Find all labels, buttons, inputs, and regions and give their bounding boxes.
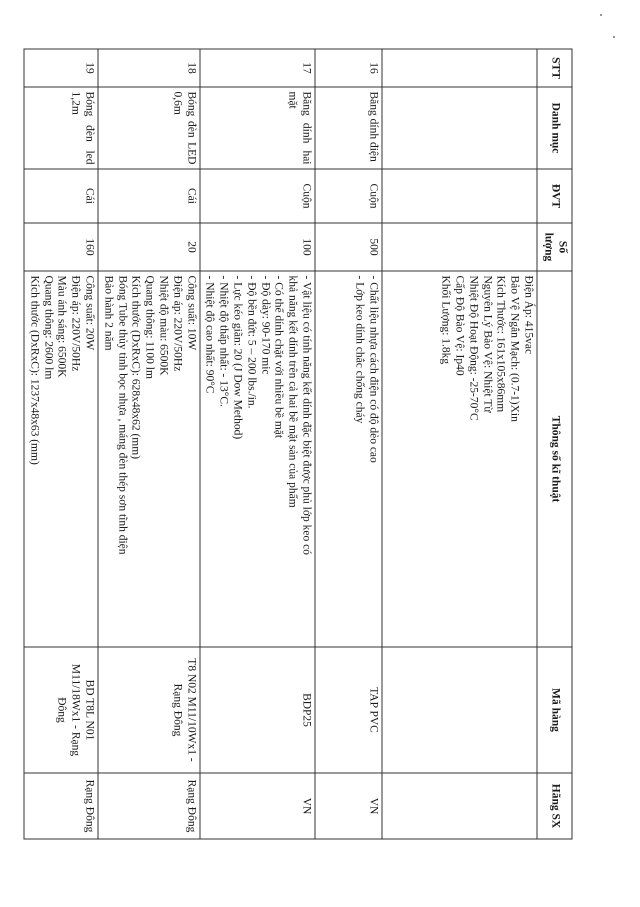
spec-line: - Độ dày: 90-170 mic: [258, 275, 271, 375]
cell-brand: [382, 773, 537, 839]
cell-spec: [199, 271, 314, 647]
specification-table: [23, 49, 572, 840]
cell-stt: 19: [24, 49, 98, 87]
header-stt: STT: [537, 49, 572, 87]
cell-spec: [98, 271, 200, 647]
cell-stt: 18: [98, 49, 200, 87]
spec-line: Nhiệt độ màu: 6500K: [157, 275, 170, 376]
header-brand: Hãng SX: [537, 773, 572, 839]
spec-line: Kích thước (DxRxC): 628x48x62 (mm): [129, 275, 142, 460]
cell-code: [382, 647, 537, 773]
cell-name: Bóng đèn led 1,2m: [24, 87, 98, 169]
cell-qty: 100: [199, 223, 314, 271]
cell-qty: 160: [24, 223, 98, 271]
cell-code: T8 N02 M11/10Wx1 - Rạng Đông: [98, 647, 200, 773]
spec-line: Nhiệt Độ Hoạt Động: -25-70°C: [466, 275, 479, 421]
cell-brand: Rạng Đông: [24, 773, 98, 839]
spec-line: Nguyên Lý Bảo Vệ: Nhiệt Từ: [480, 275, 493, 413]
spec-line: Kích Thước: 161x105x86mm: [494, 275, 507, 413]
spec-line: - Có thể dính chặt với nhiều bề mặt: [272, 275, 285, 439]
cell-name: [382, 87, 537, 169]
table-row-continued: [382, 49, 537, 839]
spec-line: Công suất: 20W: [83, 275, 96, 351]
spec-line: Cấp Độ Bảo Vệ: Ip40: [453, 275, 466, 376]
cell-spec: [24, 271, 98, 647]
cell-qty: [382, 223, 537, 271]
spec-line: Điện Áp: 415vac: [522, 275, 534, 355]
spec-line: Công suất: 10W: [184, 275, 197, 351]
spec-line: Điện áp: 220V/50Hz: [170, 275, 183, 372]
spec-line: - Nhiệt độ cao nhất: 90°C: [203, 275, 216, 394]
rotated-document: [27, 27, 600, 880]
spec-line: Kích thước (DxRxC): 1237x48x63 (mm): [27, 275, 40, 465]
cell-spec: [315, 271, 382, 647]
header-unit: ĐVT: [537, 169, 572, 223]
cell-name: Băng dính điện: [315, 87, 382, 169]
cell-brand: VN: [315, 773, 382, 839]
spec-line: Màu ánh sáng: 6500K: [55, 275, 68, 378]
table-row: [24, 49, 98, 839]
cell-name: Bóng đèn LED 0,6m: [98, 87, 200, 169]
header-code: Mã hàng: [537, 647, 572, 773]
cell-stt: [382, 49, 537, 87]
spec-line: - Độ bền đứt: 5 – 200 lbs./in.: [244, 275, 257, 409]
spec-line: Quang thông: 1100 lm: [143, 275, 156, 379]
cell-unit: Cuộn: [315, 169, 382, 223]
header-spec: Thông số kĩ thuật: [537, 271, 572, 647]
table-header-row: [537, 49, 572, 839]
cell-unit: Cái: [24, 169, 98, 223]
scan-speck: [613, 36, 615, 38]
cell-stt: 16: [315, 49, 382, 87]
table-row: [98, 49, 200, 839]
cell-unit: Cái: [98, 169, 200, 223]
cell-code: TAP PVC: [315, 647, 382, 773]
cell-code: BDP25: [199, 647, 314, 773]
table-row: [199, 49, 314, 839]
cell-qty: 20: [98, 223, 200, 271]
cell-name: Băng dính hai mặt: [199, 87, 314, 169]
spec-line: Quang thông: 2600 lm: [41, 275, 54, 380]
spec-line: Bảo hành 2 năm: [101, 275, 114, 351]
spec-line: - Lớp keo dính chắc chống cháy: [353, 275, 366, 424]
spec-line: - Chất liệu nhựa cách điện có độ dẻo cao: [367, 275, 379, 463]
cell-qty: 500: [315, 223, 382, 271]
header-qty: Số lượng: [537, 223, 572, 271]
spec-line: - Nhiệt độ thấp nhất: - 13°C.: [217, 275, 230, 407]
cell-code: BD T8L N01 M11/18Wx1 - Rạng Đông: [24, 647, 98, 773]
cell-stt: 17: [199, 49, 314, 87]
header-name: Danh mục: [537, 87, 572, 169]
spec-line: Bảo Vệ Ngắn Mạch: (0.7-1)Xin: [508, 275, 521, 422]
spec-line: Khối Lượng: 1.8kg: [439, 275, 452, 365]
cell-brand: VN: [199, 773, 314, 839]
table-row: [315, 49, 382, 839]
cell-spec: [382, 271, 537, 647]
cell-brand: Rạng Đông: [98, 773, 200, 839]
cell-unit: [382, 169, 537, 223]
spec-line: khả năng kết dính trên cả hai bề mặt sản của phẩm: [286, 275, 299, 508]
cell-unit: Cuộn: [199, 169, 314, 223]
spec-line: Bóng Tube thủy tinh bọc nhựa , máng đèn thép sơn tĩnh điện: [115, 275, 128, 555]
spec-line: - Vật liệu có tính năng kết dính đặc biệt được phủ lớp keo có: [300, 275, 312, 555]
spec-line: - Lực kéo giãn: 20 (J Dow Method): [231, 275, 244, 440]
spec-line: Điện áp: 220V/50Hz: [69, 275, 82, 372]
scan-speck: [600, 14, 602, 16]
